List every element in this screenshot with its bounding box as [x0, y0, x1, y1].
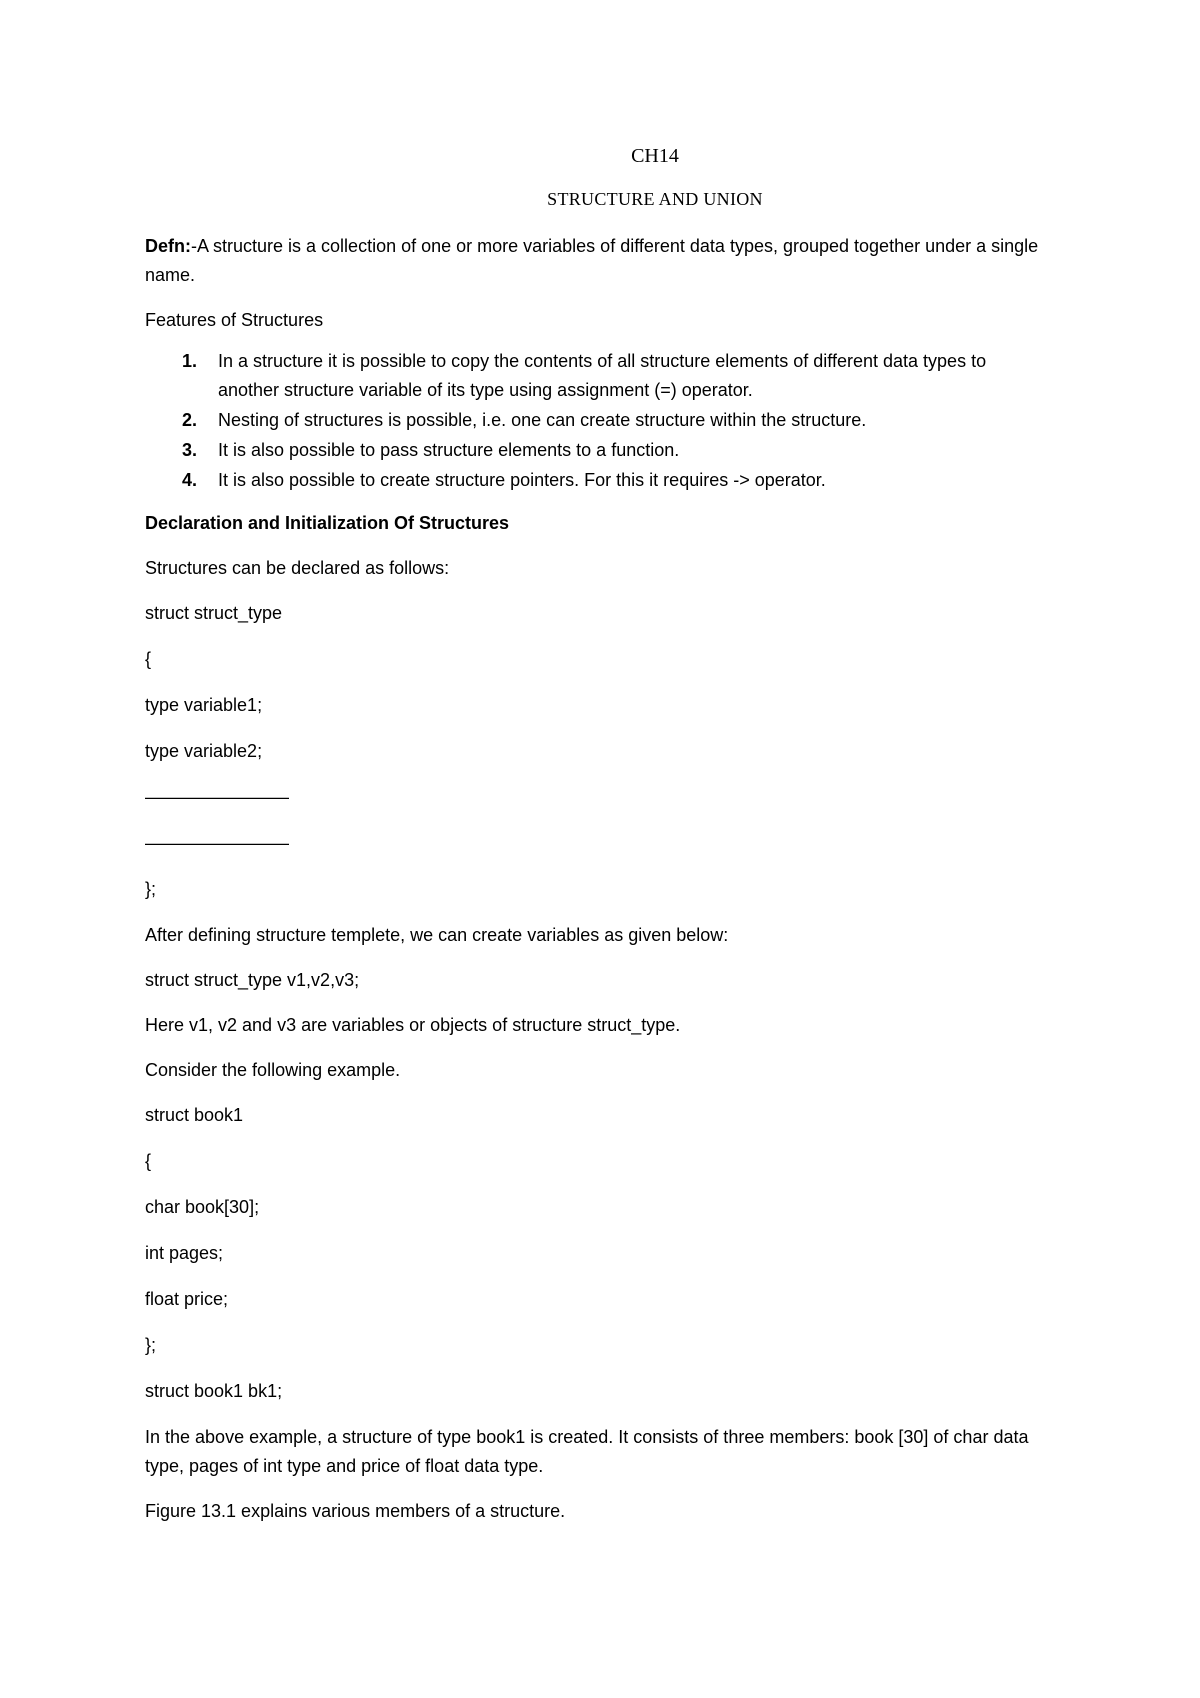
code-line: }; — [145, 1335, 157, 1355]
features-list — [145, 347, 1045, 495]
features-heading: Features of Structures — [145, 310, 324, 330]
definition-text: -A structure is a collection of one or more variables of different data types, grouped together under a single name. — [145, 236, 1039, 285]
example-code-block — [145, 1101, 1045, 1406]
feature-number: 1. — [182, 351, 198, 371]
feature-text: In a structure it is possible to copy the contents of all structure elements of different data types to another structure variable of its type using assignment (=) operator. — [218, 351, 987, 400]
example-explanation: In the above example, a structure of type book1 is created. It consists of three members: book [30] of char data type, pages of int type and price of float data type. — [145, 1427, 1029, 1476]
chapter-label: CH14 — [631, 145, 679, 167]
declaration-intro: Structures can be declared as follows: — [145, 558, 450, 578]
code-line: ———————— — [145, 787, 289, 807]
code-line: char book[30]; — [145, 1197, 260, 1217]
feature-item — [145, 406, 1045, 435]
page-title: STRUCTURE AND UNION — [547, 189, 763, 209]
code-line: struct book1 — [145, 1105, 244, 1125]
feature-text: It is also possible to create structure pointers. For this it requires -> operator. — [218, 470, 826, 490]
feature-number: 4. — [182, 470, 198, 490]
code-line: { — [145, 649, 152, 669]
code-line: float price; — [145, 1289, 229, 1309]
code-line: }; — [145, 879, 157, 899]
code-line: type variable1; — [145, 695, 263, 715]
code-line: { — [145, 1151, 152, 1171]
variables-explanation: Here v1, v2 and v3 are variables or objects of structure struct_type. — [145, 1015, 681, 1035]
definition-label: Defn: — [145, 236, 191, 256]
definition-paragraph — [145, 232, 1045, 290]
document-body — [145, 145, 1045, 1526]
feature-number: 3. — [182, 440, 198, 460]
figure-reference: Figure 13.1 explains various members of a structure. — [145, 1501, 566, 1521]
template-code-block — [145, 599, 1045, 904]
example-intro: Consider the following example. — [145, 1060, 401, 1080]
declaration-heading: Declaration and Initialization Of Structures — [145, 513, 510, 533]
code-line: int pages; — [145, 1243, 224, 1263]
feature-number: 2. — [182, 410, 198, 430]
feature-text: Nesting of structures is possible, i.e. one can create structure within the structure. — [218, 410, 867, 430]
code-line: ———————— — [145, 833, 289, 853]
code-line: struct struct_type — [145, 603, 283, 623]
after-template-text: After defining structure templete, we can create variables as given below: — [145, 925, 729, 945]
feature-item — [145, 466, 1045, 495]
code-line: type variable2; — [145, 741, 263, 761]
feature-item — [145, 347, 1045, 405]
code-line: struct book1 bk1; — [145, 1381, 283, 1401]
variables-code: struct struct_type v1,v2,v3; — [145, 970, 360, 990]
feature-item — [145, 436, 1045, 465]
feature-text: It is also possible to pass structure elements to a function. — [218, 440, 680, 460]
